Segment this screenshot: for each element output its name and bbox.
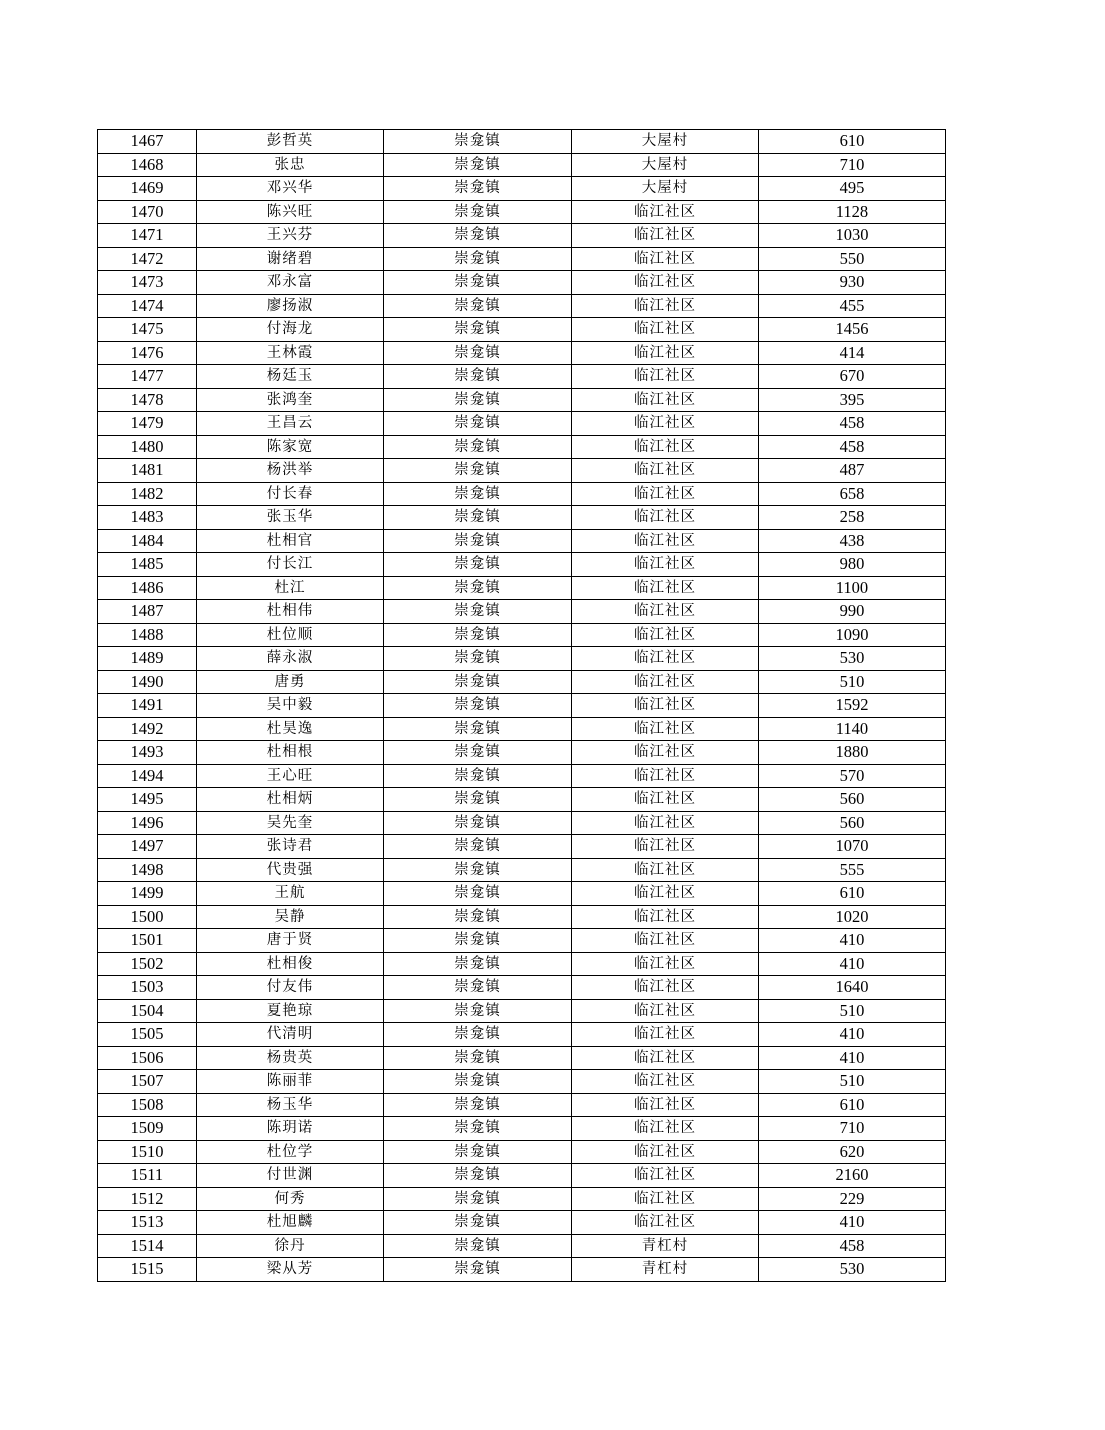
row-number-cell: 1476 [98, 341, 197, 365]
table-row [98, 412, 946, 436]
village-cell: 临江社区 [572, 1211, 759, 1235]
table-row [98, 999, 946, 1023]
row-number-cell: 1481 [98, 459, 197, 483]
amount-cell: 258 [759, 506, 946, 530]
table-row [98, 694, 946, 718]
town-cell: 崇龛镇 [384, 858, 572, 882]
village-cell: 临江社区 [572, 553, 759, 577]
table-row [98, 130, 946, 154]
amount-cell: 458 [759, 435, 946, 459]
village-cell: 临江社区 [572, 1117, 759, 1141]
village-cell: 大屋村 [572, 153, 759, 177]
town-cell: 崇龛镇 [384, 247, 572, 271]
town-cell: 崇龛镇 [384, 976, 572, 1000]
village-cell: 临江社区 [572, 647, 759, 671]
table-row [98, 1187, 946, 1211]
row-number-cell: 1515 [98, 1258, 197, 1282]
row-number-cell: 1477 [98, 365, 197, 389]
amount-cell: 414 [759, 341, 946, 365]
town-cell: 崇龛镇 [384, 1258, 572, 1282]
row-number-cell: 1475 [98, 318, 197, 342]
row-number-cell: 1490 [98, 670, 197, 694]
village-cell: 大屋村 [572, 177, 759, 201]
row-number-cell: 1487 [98, 600, 197, 624]
name-cell: 徐丹 [197, 1234, 384, 1258]
name-cell: 唐勇 [197, 670, 384, 694]
amount-cell: 410 [759, 929, 946, 953]
amount-cell: 510 [759, 670, 946, 694]
name-cell: 杜相根 [197, 741, 384, 765]
table-row [98, 247, 946, 271]
table-row [98, 506, 946, 530]
name-cell: 付海龙 [197, 318, 384, 342]
row-number-cell: 1478 [98, 388, 197, 412]
village-cell: 临江社区 [572, 600, 759, 624]
town-cell: 崇龛镇 [384, 1211, 572, 1235]
name-cell: 杜位学 [197, 1140, 384, 1164]
name-cell: 付长江 [197, 553, 384, 577]
name-cell: 代清明 [197, 1023, 384, 1047]
table-row [98, 1140, 946, 1164]
town-cell: 崇龛镇 [384, 952, 572, 976]
town-cell: 崇龛镇 [384, 1164, 572, 1188]
town-cell: 崇龛镇 [384, 1046, 572, 1070]
amount-cell: 495 [759, 177, 946, 201]
table-row [98, 1164, 946, 1188]
row-number-cell: 1505 [98, 1023, 197, 1047]
amount-cell: 410 [759, 952, 946, 976]
row-number-cell: 1471 [98, 224, 197, 248]
row-number-cell: 1495 [98, 788, 197, 812]
name-cell: 杜相俊 [197, 952, 384, 976]
village-cell: 临江社区 [572, 1046, 759, 1070]
village-cell: 临江社区 [572, 929, 759, 953]
row-number-cell: 1504 [98, 999, 197, 1023]
name-cell: 张鸿奎 [197, 388, 384, 412]
town-cell: 崇龛镇 [384, 647, 572, 671]
village-cell: 临江社区 [572, 835, 759, 859]
name-cell: 廖扬淑 [197, 294, 384, 318]
table-row [98, 1211, 946, 1235]
village-cell: 临江社区 [572, 811, 759, 835]
name-cell: 陈家宽 [197, 435, 384, 459]
name-cell: 付世渊 [197, 1164, 384, 1188]
amount-cell: 1128 [759, 200, 946, 224]
town-cell: 崇龛镇 [384, 929, 572, 953]
row-number-cell: 1482 [98, 482, 197, 506]
town-cell: 崇龛镇 [384, 905, 572, 929]
town-cell: 崇龛镇 [384, 412, 572, 436]
village-cell: 临江社区 [572, 271, 759, 295]
name-cell: 杜相官 [197, 529, 384, 553]
amount-cell: 560 [759, 811, 946, 835]
row-number-cell: 1485 [98, 553, 197, 577]
name-cell: 张诗君 [197, 835, 384, 859]
village-cell: 临江社区 [572, 788, 759, 812]
row-number-cell: 1491 [98, 694, 197, 718]
name-cell: 杨贵英 [197, 1046, 384, 1070]
town-cell: 崇龛镇 [384, 717, 572, 741]
row-number-cell: 1500 [98, 905, 197, 929]
name-cell: 杜相炳 [197, 788, 384, 812]
table-row [98, 717, 946, 741]
village-cell: 临江社区 [572, 412, 759, 436]
town-cell: 崇龛镇 [384, 835, 572, 859]
row-number-cell: 1509 [98, 1117, 197, 1141]
village-cell: 大屋村 [572, 130, 759, 154]
amount-cell: 610 [759, 882, 946, 906]
town-cell: 崇龛镇 [384, 1093, 572, 1117]
row-number-cell: 1508 [98, 1093, 197, 1117]
village-cell: 临江社区 [572, 388, 759, 412]
town-cell: 崇龛镇 [384, 388, 572, 412]
amount-cell: 555 [759, 858, 946, 882]
row-number-cell: 1513 [98, 1211, 197, 1235]
amount-cell: 550 [759, 247, 946, 271]
village-cell: 临江社区 [572, 1093, 759, 1117]
village-cell: 临江社区 [572, 952, 759, 976]
table-row [98, 435, 946, 459]
amount-cell: 990 [759, 600, 946, 624]
village-cell: 临江社区 [572, 1023, 759, 1047]
table-row [98, 623, 946, 647]
town-cell: 崇龛镇 [384, 341, 572, 365]
amount-cell: 570 [759, 764, 946, 788]
village-cell: 临江社区 [572, 882, 759, 906]
table-row [98, 929, 946, 953]
town-cell: 崇龛镇 [384, 741, 572, 765]
village-cell: 临江社区 [572, 506, 759, 530]
town-cell: 崇龛镇 [384, 811, 572, 835]
town-cell: 崇龛镇 [384, 1187, 572, 1211]
village-cell: 临江社区 [572, 858, 759, 882]
town-cell: 崇龛镇 [384, 318, 572, 342]
name-cell: 王航 [197, 882, 384, 906]
town-cell: 崇龛镇 [384, 130, 572, 154]
records-table-body [98, 130, 946, 1282]
name-cell: 吴静 [197, 905, 384, 929]
table-row [98, 1070, 946, 1094]
table-row [98, 647, 946, 671]
table-row [98, 858, 946, 882]
village-cell: 临江社区 [572, 318, 759, 342]
row-number-cell: 1498 [98, 858, 197, 882]
amount-cell: 487 [759, 459, 946, 483]
table-row [98, 600, 946, 624]
table-row [98, 952, 946, 976]
row-number-cell: 1496 [98, 811, 197, 835]
town-cell: 崇龛镇 [384, 529, 572, 553]
village-cell: 临江社区 [572, 741, 759, 765]
amount-cell: 1140 [759, 717, 946, 741]
village-cell: 临江社区 [572, 294, 759, 318]
town-cell: 崇龛镇 [384, 435, 572, 459]
name-cell: 杜江 [197, 576, 384, 600]
row-number-cell: 1483 [98, 506, 197, 530]
name-cell: 邓兴华 [197, 177, 384, 201]
amount-cell: 530 [759, 647, 946, 671]
town-cell: 崇龛镇 [384, 623, 572, 647]
name-cell: 唐于贤 [197, 929, 384, 953]
row-number-cell: 1488 [98, 623, 197, 647]
amount-cell: 1880 [759, 741, 946, 765]
row-number-cell: 1486 [98, 576, 197, 600]
village-cell: 临江社区 [572, 576, 759, 600]
table-row [98, 529, 946, 553]
amount-cell: 1100 [759, 576, 946, 600]
amount-cell: 980 [759, 553, 946, 577]
table-row [98, 905, 946, 929]
table-row [98, 764, 946, 788]
amount-cell: 560 [759, 788, 946, 812]
table-row [98, 576, 946, 600]
village-cell: 临江社区 [572, 623, 759, 647]
amount-cell: 410 [759, 1211, 946, 1235]
row-number-cell: 1472 [98, 247, 197, 271]
village-cell: 临江社区 [572, 435, 759, 459]
amount-cell: 395 [759, 388, 946, 412]
amount-cell: 710 [759, 153, 946, 177]
town-cell: 崇龛镇 [384, 600, 572, 624]
row-number-cell: 1499 [98, 882, 197, 906]
village-cell: 临江社区 [572, 670, 759, 694]
town-cell: 崇龛镇 [384, 882, 572, 906]
table-row [98, 1046, 946, 1070]
amount-cell: 458 [759, 412, 946, 436]
amount-cell: 410 [759, 1046, 946, 1070]
village-cell: 临江社区 [572, 247, 759, 271]
table-row [98, 271, 946, 295]
name-cell: 何秀 [197, 1187, 384, 1211]
row-number-cell: 1467 [98, 130, 197, 154]
table-row [98, 1234, 946, 1258]
table-row [98, 976, 946, 1000]
table-row [98, 811, 946, 835]
town-cell: 崇龛镇 [384, 200, 572, 224]
table-row [98, 341, 946, 365]
village-cell: 临江社区 [572, 1164, 759, 1188]
name-cell: 陈玥诺 [197, 1117, 384, 1141]
town-cell: 崇龛镇 [384, 224, 572, 248]
name-cell: 张忠 [197, 153, 384, 177]
row-number-cell: 1497 [98, 835, 197, 859]
name-cell: 王心旺 [197, 764, 384, 788]
row-number-cell: 1489 [98, 647, 197, 671]
village-cell: 临江社区 [572, 1187, 759, 1211]
amount-cell: 458 [759, 1234, 946, 1258]
amount-cell: 610 [759, 1093, 946, 1117]
table-row [98, 788, 946, 812]
table-row [98, 365, 946, 389]
name-cell: 吴先奎 [197, 811, 384, 835]
table-row [98, 1117, 946, 1141]
table-row [98, 153, 946, 177]
town-cell: 崇龛镇 [384, 294, 572, 318]
village-cell: 临江社区 [572, 694, 759, 718]
town-cell: 崇龛镇 [384, 153, 572, 177]
amount-cell: 1090 [759, 623, 946, 647]
name-cell: 薛永淑 [197, 647, 384, 671]
name-cell: 杨玉华 [197, 1093, 384, 1117]
row-number-cell: 1470 [98, 200, 197, 224]
name-cell: 张玉华 [197, 506, 384, 530]
row-number-cell: 1502 [98, 952, 197, 976]
row-number-cell: 1506 [98, 1046, 197, 1070]
table-row [98, 1093, 946, 1117]
town-cell: 崇龛镇 [384, 553, 572, 577]
name-cell: 彭哲英 [197, 130, 384, 154]
amount-cell: 1456 [759, 318, 946, 342]
row-number-cell: 1479 [98, 412, 197, 436]
table-row [98, 482, 946, 506]
name-cell: 夏艳琼 [197, 999, 384, 1023]
name-cell: 陈兴旺 [197, 200, 384, 224]
row-number-cell: 1503 [98, 976, 197, 1000]
name-cell: 杜位顺 [197, 623, 384, 647]
amount-cell: 410 [759, 1023, 946, 1047]
town-cell: 崇龛镇 [384, 999, 572, 1023]
amount-cell: 1640 [759, 976, 946, 1000]
name-cell: 杜昊逸 [197, 717, 384, 741]
town-cell: 崇龛镇 [384, 482, 572, 506]
name-cell: 陈丽菲 [197, 1070, 384, 1094]
name-cell: 付友伟 [197, 976, 384, 1000]
town-cell: 崇龛镇 [384, 506, 572, 530]
village-cell: 临江社区 [572, 365, 759, 389]
row-number-cell: 1514 [98, 1234, 197, 1258]
town-cell: 崇龛镇 [384, 1117, 572, 1141]
town-cell: 崇龛镇 [384, 1234, 572, 1258]
town-cell: 崇龛镇 [384, 1023, 572, 1047]
row-number-cell: 1480 [98, 435, 197, 459]
amount-cell: 1592 [759, 694, 946, 718]
village-cell: 临江社区 [572, 905, 759, 929]
village-cell: 临江社区 [572, 482, 759, 506]
amount-cell: 530 [759, 1258, 946, 1282]
village-cell: 临江社区 [572, 341, 759, 365]
row-number-cell: 1474 [98, 294, 197, 318]
table-row [98, 224, 946, 248]
table-row [98, 670, 946, 694]
row-number-cell: 1473 [98, 271, 197, 295]
name-cell: 王昌云 [197, 412, 384, 436]
amount-cell: 455 [759, 294, 946, 318]
name-cell: 梁从芳 [197, 1258, 384, 1282]
amount-cell: 620 [759, 1140, 946, 1164]
table-row [98, 177, 946, 201]
town-cell: 崇龛镇 [384, 271, 572, 295]
table-row [98, 882, 946, 906]
amount-cell: 930 [759, 271, 946, 295]
amount-cell: 1030 [759, 224, 946, 248]
row-number-cell: 1492 [98, 717, 197, 741]
village-cell: 临江社区 [572, 529, 759, 553]
row-number-cell: 1511 [98, 1164, 197, 1188]
town-cell: 崇龛镇 [384, 177, 572, 201]
table-row [98, 1258, 946, 1282]
name-cell: 王兴芬 [197, 224, 384, 248]
town-cell: 崇龛镇 [384, 694, 572, 718]
amount-cell: 2160 [759, 1164, 946, 1188]
records-table [97, 129, 946, 1282]
amount-cell: 229 [759, 1187, 946, 1211]
village-cell: 青杠村 [572, 1234, 759, 1258]
row-number-cell: 1468 [98, 153, 197, 177]
village-cell: 临江社区 [572, 1140, 759, 1164]
table-row [98, 835, 946, 859]
town-cell: 崇龛镇 [384, 459, 572, 483]
table-row [98, 459, 946, 483]
amount-cell: 610 [759, 130, 946, 154]
name-cell: 付长春 [197, 482, 384, 506]
row-number-cell: 1507 [98, 1070, 197, 1094]
name-cell: 吴中毅 [197, 694, 384, 718]
row-number-cell: 1510 [98, 1140, 197, 1164]
name-cell: 邓永富 [197, 271, 384, 295]
table-row [98, 1023, 946, 1047]
name-cell: 杨洪举 [197, 459, 384, 483]
town-cell: 崇龛镇 [384, 1140, 572, 1164]
name-cell: 谢绪碧 [197, 247, 384, 271]
table-row [98, 388, 946, 412]
amount-cell: 1020 [759, 905, 946, 929]
row-number-cell: 1484 [98, 529, 197, 553]
village-cell: 青杠村 [572, 1258, 759, 1282]
name-cell: 代贵强 [197, 858, 384, 882]
row-number-cell: 1494 [98, 764, 197, 788]
name-cell: 王林霞 [197, 341, 384, 365]
table-row [98, 318, 946, 342]
town-cell: 崇龛镇 [384, 670, 572, 694]
amount-cell: 510 [759, 1070, 946, 1094]
amount-cell: 670 [759, 365, 946, 389]
village-cell: 临江社区 [572, 1070, 759, 1094]
table-row [98, 200, 946, 224]
town-cell: 崇龛镇 [384, 788, 572, 812]
amount-cell: 1070 [759, 835, 946, 859]
amount-cell: 658 [759, 482, 946, 506]
amount-cell: 710 [759, 1117, 946, 1141]
village-cell: 临江社区 [572, 764, 759, 788]
name-cell: 杜旭麟 [197, 1211, 384, 1235]
table-row [98, 741, 946, 765]
town-cell: 崇龛镇 [384, 576, 572, 600]
row-number-cell: 1512 [98, 1187, 197, 1211]
village-cell: 临江社区 [572, 459, 759, 483]
town-cell: 崇龛镇 [384, 764, 572, 788]
village-cell: 临江社区 [572, 717, 759, 741]
name-cell: 杨廷玉 [197, 365, 384, 389]
village-cell: 临江社区 [572, 224, 759, 248]
row-number-cell: 1501 [98, 929, 197, 953]
village-cell: 临江社区 [572, 999, 759, 1023]
name-cell: 杜相伟 [197, 600, 384, 624]
town-cell: 崇龛镇 [384, 1070, 572, 1094]
table-row [98, 553, 946, 577]
amount-cell: 510 [759, 999, 946, 1023]
village-cell: 临江社区 [572, 200, 759, 224]
table-row [98, 294, 946, 318]
town-cell: 崇龛镇 [384, 365, 572, 389]
row-number-cell: 1493 [98, 741, 197, 765]
village-cell: 临江社区 [572, 976, 759, 1000]
amount-cell: 438 [759, 529, 946, 553]
row-number-cell: 1469 [98, 177, 197, 201]
